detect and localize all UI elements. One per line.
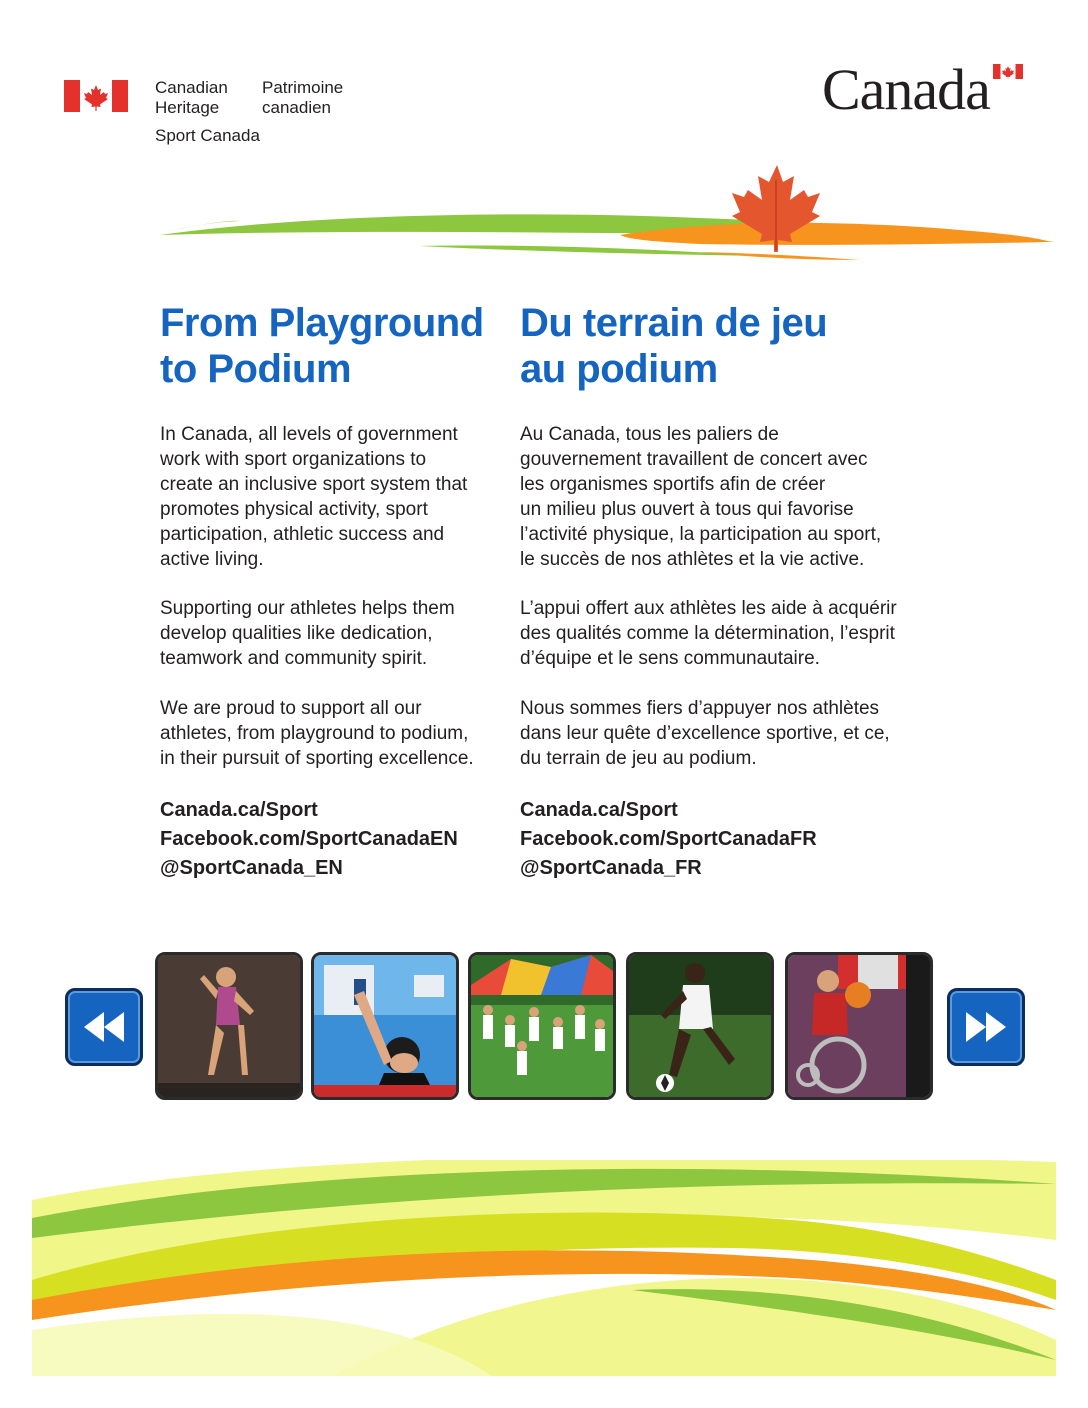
bottom-swoosh-graphic bbox=[32, 1160, 1056, 1376]
rewind-icon bbox=[82, 1010, 126, 1044]
text-line: du terrain de jeu au podium. bbox=[520, 748, 757, 769]
french-paragraph-3 bbox=[520, 696, 890, 771]
wheelchair-basketball-photo[interactable] bbox=[785, 952, 933, 1100]
french-heading-line-1: Du terrain de jeu bbox=[520, 301, 828, 345]
fast-forward-icon bbox=[964, 1010, 1008, 1044]
text-line: dans leur quête d’excellence sportive, et ce, bbox=[520, 723, 890, 744]
english-column bbox=[160, 300, 505, 879]
twitter-handle[interactable]: @SportCanada_EN bbox=[160, 857, 343, 879]
facebook-link[interactable]: Facebook.com/SportCanadaEN bbox=[160, 828, 458, 850]
text-line: les organismes sportifs afin de créer bbox=[520, 474, 826, 495]
english-heading-line-1: From Playground bbox=[160, 301, 484, 345]
department-fr-line-2: canadien bbox=[262, 98, 332, 117]
french-paragraph-1 bbox=[520, 422, 881, 572]
text-line: Supporting our athletes helps them bbox=[160, 598, 455, 619]
text-line: work with sport organizations to bbox=[160, 449, 427, 470]
french-heading-line-2: au podium bbox=[520, 347, 718, 391]
next-button[interactable] bbox=[947, 988, 1025, 1066]
text-line: gouvernement travaillent de concert avec bbox=[520, 449, 868, 470]
wordmark-flag-icon bbox=[993, 64, 1023, 79]
text-line: athletes, from playground to podium, bbox=[160, 723, 469, 744]
text-line: participation, athletic success and bbox=[160, 524, 445, 545]
text-line: le succès de nos athlètes et la vie active. bbox=[520, 549, 865, 570]
english-heading bbox=[160, 300, 505, 392]
website-link[interactable]: Canada.ca/Sport bbox=[160, 799, 318, 821]
department-name-english bbox=[155, 78, 228, 118]
soccer-player-photo[interactable] bbox=[626, 952, 774, 1100]
canada-flag-icon bbox=[64, 80, 128, 112]
maple-leaf-swoosh-graphic bbox=[0, 160, 1088, 270]
text-line: un milieu plus ouvert à tous qui favorise bbox=[520, 499, 854, 520]
program-name: Sport Canada bbox=[155, 126, 260, 145]
gymnast-photo[interactable] bbox=[155, 952, 303, 1100]
website-link[interactable]: Canada.ca/Sport bbox=[520, 799, 678, 821]
text-line: create an inclusive sport system that bbox=[160, 474, 468, 495]
english-paragraph-3 bbox=[160, 696, 474, 771]
text-line: l’activité physique, la participation au sport, bbox=[520, 524, 882, 545]
english-heading-line-2: to Podium bbox=[160, 347, 352, 391]
french-heading bbox=[520, 300, 940, 392]
department-en-line-1: Canadian bbox=[155, 78, 228, 97]
text-line: L’appui offert aux athlètes les aide à acquérir bbox=[520, 598, 897, 619]
text-line: d’équipe et le sens communautaire. bbox=[520, 648, 820, 669]
department-en-line-2: Heritage bbox=[155, 98, 220, 117]
text-line: promotes physical activity, sport bbox=[160, 499, 428, 520]
facebook-link[interactable]: Facebook.com/SportCanadaFR bbox=[520, 828, 817, 850]
french-paragraph-2 bbox=[520, 596, 897, 671]
text-line: Nous sommes fiers d’appuyer nos athlètes bbox=[520, 698, 880, 719]
children-parachute-photo[interactable] bbox=[468, 952, 616, 1100]
english-paragraph-1 bbox=[160, 422, 467, 572]
text-line: develop qualities like dedication, bbox=[160, 623, 433, 644]
french-column bbox=[520, 300, 940, 879]
canada-wordmark bbox=[822, 57, 1027, 122]
text-line: in their pursuit of sporting excellence. bbox=[160, 748, 474, 769]
text-line: In Canada, all levels of government bbox=[160, 424, 458, 445]
text-line: Au Canada, tous les paliers de bbox=[520, 424, 779, 445]
text-line: teamwork and community spirit. bbox=[160, 648, 428, 669]
previous-button[interactable] bbox=[65, 988, 143, 1066]
french-links bbox=[520, 796, 817, 883]
swimmer-photo[interactable] bbox=[311, 952, 459, 1100]
english-links bbox=[160, 796, 458, 883]
department-name-french bbox=[262, 78, 343, 118]
department-fr-line-1: Patrimoine bbox=[262, 78, 344, 97]
text-line: We are proud to support all our bbox=[160, 698, 422, 719]
text-line: active living. bbox=[160, 549, 264, 570]
english-paragraph-2 bbox=[160, 596, 455, 671]
wordmark-text: Canada bbox=[822, 57, 990, 122]
twitter-handle[interactable]: @SportCanada_FR bbox=[520, 857, 702, 879]
text-line: des qualités comme la détermination, l’esprit bbox=[520, 623, 895, 644]
